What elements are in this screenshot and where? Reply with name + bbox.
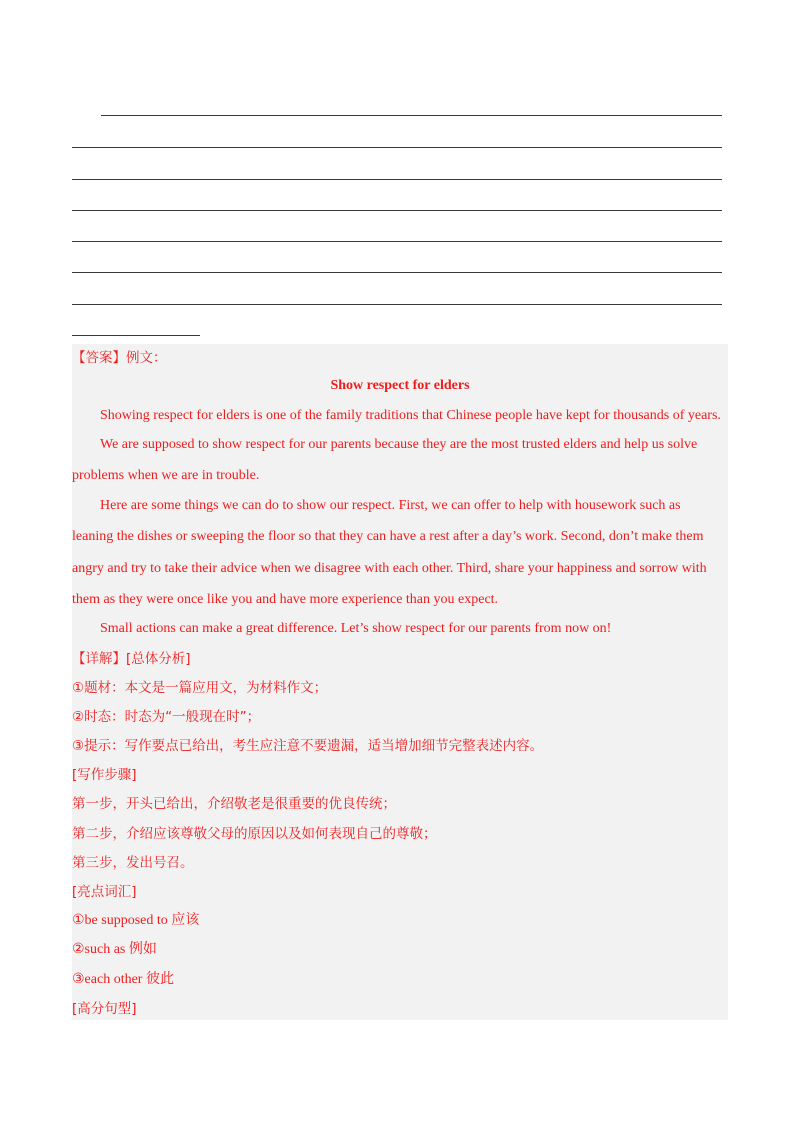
overall-item: ②时态：时态为“一般现在时”； xyxy=(72,709,261,725)
step-item: 第三步，发出号召。 xyxy=(72,855,194,871)
vocab-item: ①be supposed to 应该 xyxy=(72,913,200,928)
essay-line: We are supposed to show respect for our parents because they are the most trusted elders and help us solve xyxy=(100,437,698,452)
writing-line xyxy=(72,272,722,273)
writing-line xyxy=(101,115,722,116)
steps-heading: [写作步骤] xyxy=(72,767,137,783)
writing-line xyxy=(72,335,200,336)
essay-line: Showing respect for elders is one of the family traditions that Chinese people have kept for thousands of years. xyxy=(100,408,721,423)
writing-line xyxy=(72,210,722,211)
essay-title: Show respect for elders xyxy=(330,378,470,393)
vocab-item: ③each other 彼此 xyxy=(72,972,174,987)
sentence-heading: [高分句型] xyxy=(72,1001,137,1017)
step-item: 第二步，介绍应该尊敬父母的原因以及如何表现自己的尊敬； xyxy=(72,826,437,842)
writing-line xyxy=(72,241,722,242)
essay-line: problems when we are in trouble. xyxy=(72,468,260,483)
writing-line xyxy=(72,147,722,148)
writing-line xyxy=(72,304,722,305)
answer-heading: 【答案】例文： xyxy=(72,350,167,366)
essay-line: angry and try to take their advice when we disagree with each other. Third, share your happiness and sorrow with xyxy=(72,561,707,576)
essay-line: them as they were once like you and have more experience than you expect. xyxy=(72,592,499,607)
overall-item: ①题材：本文是一篇应用文，为材料作文； xyxy=(72,680,328,696)
vocab-item: ②such as 例如 xyxy=(72,942,157,957)
writing-lines xyxy=(0,0,800,340)
essay-line: leaning the dishes or sweeping the floor so that they can have a rest after a day’s work. Second, don’t make them xyxy=(72,529,704,544)
analysis-heading: 【详解】[总体分析] xyxy=(72,651,191,667)
step-item: 第一步，开头已给出，介绍敬老是很重要的优良传统； xyxy=(72,796,396,812)
writing-line xyxy=(72,179,722,180)
essay-line: Here are some things we can do to show our respect. First, we can offer to help with housework such as xyxy=(100,498,681,513)
essay-line: Small actions can make a great difference. Let’s show respect for our parents from now on! xyxy=(100,621,612,636)
overall-item: ③提示：写作要点已给出，考生应注意不要遗漏，适当增加细节完整表述内容。 xyxy=(72,738,544,754)
vocab-heading: [亮点词汇] xyxy=(72,884,137,900)
